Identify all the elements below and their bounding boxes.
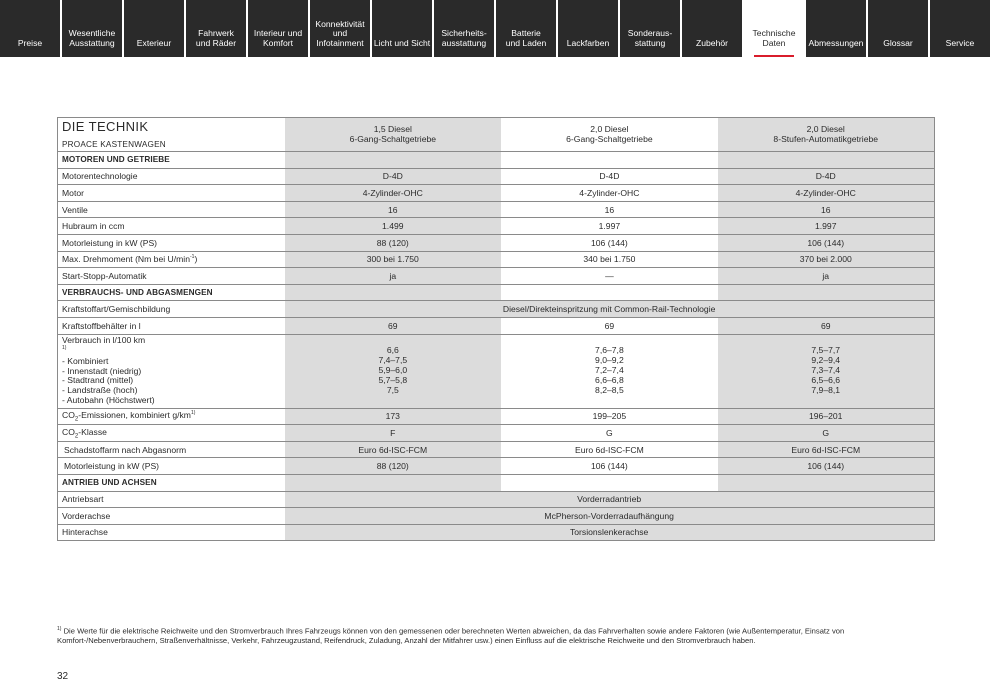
nav-tab-sonderausstattung[interactable]: Sonderaus- stattung — [620, 0, 682, 57]
row-label: Motorleistung in kW (PS) — [58, 234, 285, 251]
row-value: 370 bei 2.000 — [718, 251, 935, 268]
column-header-gearbox: 6-Gang-Schaltgetriebe — [566, 133, 653, 144]
section-row — [58, 284, 935, 301]
nav-tab-sicherheitsausstattung[interactable]: Sicherheits- ausstattung — [434, 0, 496, 57]
row-value: 300 bei 1.750 — [285, 251, 502, 268]
section-row — [58, 474, 935, 491]
row-value: Euro 6d-ISC-FCM — [718, 441, 935, 458]
nav-tab-licht-und-sicht[interactable]: Licht und Sicht — [372, 0, 434, 57]
row-value: ja — [718, 268, 935, 285]
row-value: Torsionslenkerachse — [285, 524, 935, 541]
row-value: 106 (144) — [718, 458, 935, 475]
row-label: Verbrauch in l/100 km $^{1)}$ - Kombiniert - Innenstadt (niedrig) - Stadtrand (mittel) - Landstraße (hoch) - Autobahn (Höchstwert) — [58, 334, 285, 408]
row-value: 1.997 — [718, 218, 935, 235]
nav-tab-preise[interactable]: Preise — [0, 0, 62, 57]
row-label: Max. Drehmoment (Nm bei $U/\min^{-1}$) — [58, 251, 285, 268]
table-row — [58, 524, 935, 541]
row-value: 1.997 — [501, 218, 718, 235]
table-row — [58, 458, 935, 475]
table-row — [58, 251, 935, 268]
column-header-gearbox: 6-Gang-Schaltgetriebe — [349, 133, 437, 144]
row-value: 340 bei 1.750 — [501, 251, 718, 268]
row-value: 16 — [718, 201, 935, 218]
row-label: Vorderachse — [58, 508, 285, 525]
row-value: — — [501, 268, 718, 285]
row-value: 4-Zylinder-OHC — [501, 185, 718, 202]
nav-tab-zubehoer[interactable]: Zubehör — [682, 0, 744, 57]
table-row — [58, 201, 935, 218]
top-navigation — [0, 0, 990, 57]
row-value: 88 (120) — [285, 234, 502, 251]
row-value: 7,6–7,8 9,0–9,2 7,2–7,4 6,6–6,8 8,2–8,5 — [501, 334, 718, 408]
nav-tab-konnektivitaet[interactable]: Konnektivität und Infotainment — [310, 0, 372, 57]
nav-tab-batterie[interactable]: Batterie und Laden — [496, 0, 558, 57]
row-value: D-4D — [285, 168, 502, 185]
table-row — [58, 218, 935, 235]
row-value: 16 — [501, 201, 718, 218]
section-heading: MOTOREN UND GETRIEBE — [58, 152, 285, 169]
column-header-engine: 2,0 Diesel — [590, 123, 629, 134]
row-value: F — [285, 425, 502, 442]
row-value: G — [501, 425, 718, 442]
row-label: Motorleistung in kW (PS) — [58, 458, 285, 475]
section-row — [58, 152, 935, 169]
row-value: Euro 6d-ISC-FCM — [285, 441, 502, 458]
row-value: Euro 6d-ISC-FCM — [501, 441, 718, 458]
nav-tab-abmessungen[interactable]: Abmessungen — [806, 0, 868, 57]
row-label: Schadstoffarm nach Abgasnorm — [58, 441, 285, 458]
row-value: 88 (120) — [285, 458, 502, 475]
section-heading: VERBRAUCHS- UND ABGASMENGEN — [58, 284, 285, 301]
table-title: DIE TECHNIK — [62, 119, 149, 135]
column-header-engine: 2,0 Diesel — [806, 123, 845, 134]
row-value: 1.499 — [285, 218, 502, 235]
row-value: McPherson-Vorderradaufhängung — [285, 508, 935, 525]
row-value: 4-Zylinder-OHC — [285, 185, 502, 202]
tech-spec-table — [57, 117, 935, 541]
row-value: 106 (144) — [501, 458, 718, 475]
row-label: Start-Stopp-Automatik — [58, 268, 285, 285]
row-value: 196–201 — [718, 408, 935, 425]
column-header — [501, 118, 718, 152]
row-value: G — [718, 425, 935, 442]
nav-tab-exterieur[interactable]: Exterieur — [124, 0, 186, 57]
row-value: Diesel/Direkteinspritzung mit Common-Rail-Technologie — [285, 301, 935, 318]
row-value: 4-Zylinder-OHC — [718, 185, 935, 202]
row-value: 173 — [285, 408, 502, 425]
row-label: $CO_2$-Klasse — [58, 425, 285, 442]
table-row — [58, 185, 935, 202]
row-label: $CO_2$-Emissionen, kombiniert $g/km^{1)}$ — [58, 408, 285, 425]
page-number: 32 — [57, 671, 69, 682]
table-row-consumption — [58, 334, 935, 408]
row-value: 106 (144) — [718, 234, 935, 251]
row-value: 199–205 — [501, 408, 718, 425]
table-row — [58, 234, 935, 251]
row-label: Antriebsart — [58, 491, 285, 508]
table-row — [58, 317, 935, 334]
nav-tab-technische-daten[interactable]: Technische Daten — [744, 0, 806, 57]
table-title-cell — [58, 118, 285, 152]
column-header-gearbox: 8-Stufen-Automatikgetriebe — [773, 133, 879, 144]
table-row — [58, 268, 935, 285]
footnote: $^{1)}$ Die Werte für die elektrische Reichweite und den Stromverbrauch Ihres Fahrzeugs können von den gemessenen oder berechneten Werten abweichen, da das Fahrverhalten sowie andere Faktoren (wie Außentemperatur, Einsatz von Komfort-/Nebenverbrauchern, Straßenverhältnisse, Verkehr, Fahrzeugzustand, Reifendruck, Zuladung, Anzahl der Mitfahrer usw.) einen Einfluss auf die elektrische Reichweite und den Stromverbrauch haben. — [57, 626, 845, 646]
row-label: Ventile — [58, 201, 285, 218]
nav-tab-lackfarben[interactable]: Lackfarben — [558, 0, 620, 57]
section-heading: ANTRIEB UND ACHSEN — [58, 474, 285, 491]
table-subtitle: PROACE KASTENWAGEN — [62, 139, 166, 149]
table-row — [58, 491, 935, 508]
row-value: 106 (144) — [501, 234, 718, 251]
table-header-row — [58, 118, 935, 152]
row-value: ja — [285, 268, 502, 285]
table-row — [58, 408, 935, 425]
row-label: Kraftstoffbehälter in l — [58, 317, 285, 334]
nav-tab-fahrwerk[interactable]: Fahrwerk und Räder — [186, 0, 248, 57]
row-value: 69 — [285, 317, 502, 334]
column-header — [718, 118, 935, 152]
row-label: Kraftstoffart/Gemischbildung — [58, 301, 285, 318]
table-row — [58, 168, 935, 185]
row-value: D-4D — [718, 168, 935, 185]
nav-tab-interieur[interactable]: Interieur und Komfort — [248, 0, 310, 57]
row-value: D-4D — [501, 168, 718, 185]
row-value: 7,5–7,7 9,2–9,4 7,3–7,4 6,5–6,6 7,9–8,1 — [718, 334, 935, 408]
table-row — [58, 301, 935, 318]
row-label: Hinterachse — [58, 524, 285, 541]
table-row — [58, 425, 935, 442]
row-label: Motorentechnologie — [58, 168, 285, 185]
row-label: Motor — [58, 185, 285, 202]
row-value: 16 — [285, 201, 502, 218]
table-row — [58, 508, 935, 525]
row-value: 69 — [718, 317, 935, 334]
table-row — [58, 441, 935, 458]
nav-tab-glossar[interactable]: Glossar — [868, 0, 930, 57]
nav-tab-wesentliche-ausstattung[interactable]: Wesentliche Ausstattung — [62, 0, 124, 57]
column-header-engine: 1,5 Diesel — [373, 123, 412, 134]
row-value: 6,6 7,4–7,5 5,9–6,0 5,7–5,8 7,5 — [285, 334, 502, 408]
nav-tab-service[interactable]: Service — [930, 0, 990, 57]
row-value: 69 — [501, 317, 718, 334]
row-label: Hubraum in ccm — [58, 218, 285, 235]
row-value: Vorderradantrieb — [285, 491, 935, 508]
column-header — [285, 118, 502, 152]
